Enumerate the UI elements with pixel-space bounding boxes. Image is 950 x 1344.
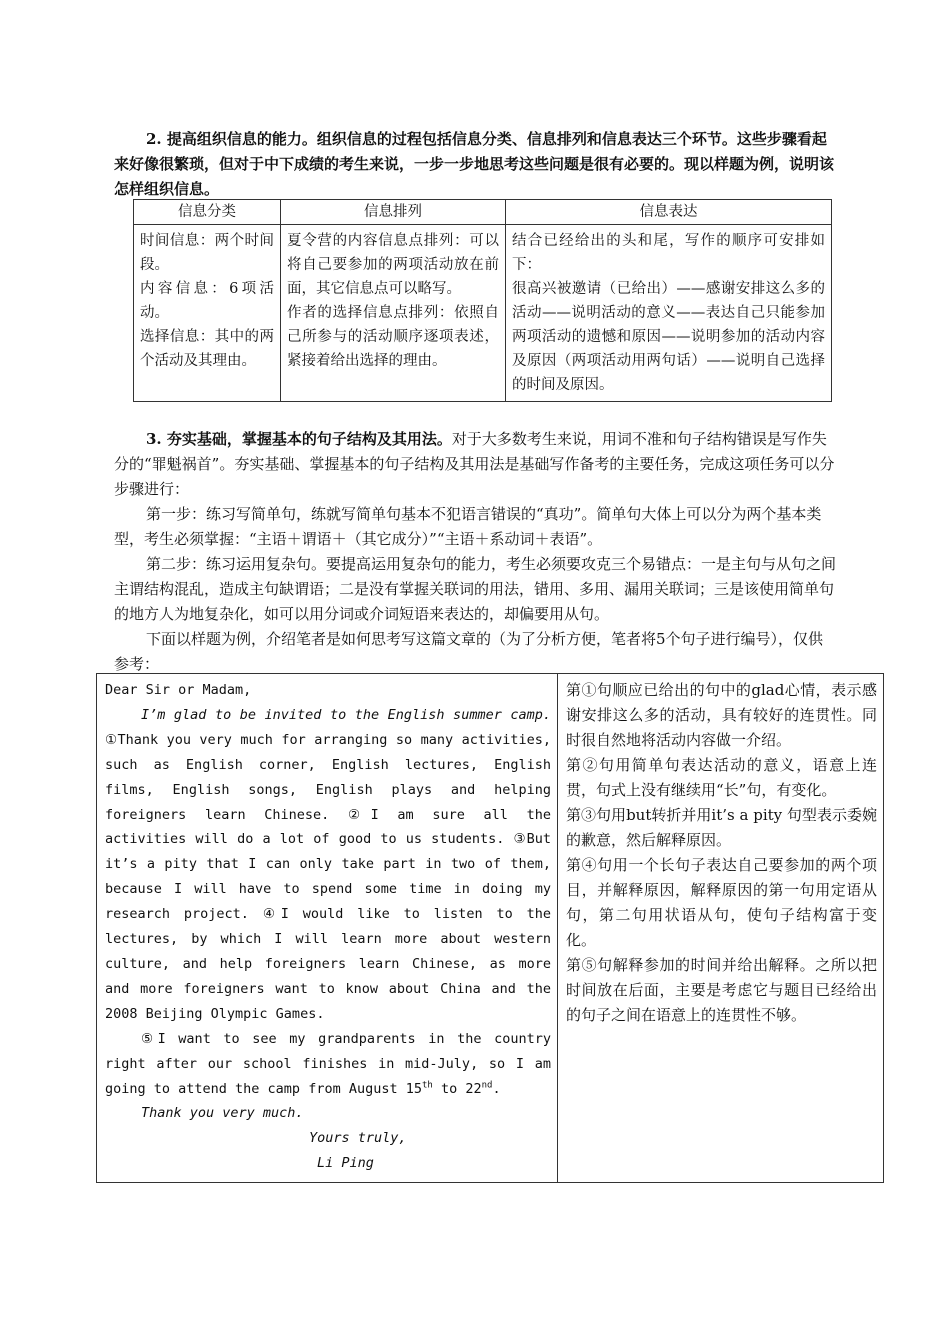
sample-letter-table [96, 673, 884, 1183]
analysis-note-4: 第④句用一个长句子表达自己要参加的两个项目，并解释原因，解释原因的第一句用定语从句，第二句用状语从句，使句子结构富于变化。 [566, 856, 877, 949]
analysis-note-3: 第③句用but转折并用it’s a pity 句型表示委婉的歉意，然后解释原因。 [566, 806, 877, 849]
analysis-note-1: 第①句顺应已给出的句中的glad心情，表示感谢安排这么多的活动，具有较好的连贯性。同时很自然地将活动内容做一介绍。 [566, 681, 877, 749]
section-3-text: 对于大多数考生来说，用词不准和句子结构错误是写作失分的“罪魁祸首”。夯实基础、掌握基本的句子结构及其用法是基础写作备考的主要任务，完成这项任务可以分步骤进行： [114, 430, 835, 498]
classification-cell [134, 225, 281, 402]
content-arrangement: 夏令营的内容信息点排列：可以将自己要参加的两项活动放在前面，其它信息点可以略写。 [287, 233, 499, 297]
letter-paragraph-2-text: . [492, 1080, 501, 1097]
expression-cell [506, 225, 832, 402]
info-organization-table [133, 199, 832, 402]
letter-signature: Li Ping [317, 1155, 374, 1172]
time-info: 时间信息：两个时间段。 [140, 233, 274, 273]
letter-cell [97, 674, 558, 1183]
step-1-paragraph: 第一步：练习写简单句，练就写简单句基本不犯语言错误的“真功”。简单句大体上可以分为两个基本类型，考生必须掌握：“主语＋谓语＋（其它成分）”“主语＋系动词＋表语”。 [114, 505, 822, 548]
step-2-paragraph: 第二步：练习运用复杂句。要提高运用复杂句的能力，考生必须要攻克三个易错点：一是主句与从句之间主谓结构混乱，造成主句缺谓语；二是没有掌握关联词的用法，错用、多用、漏用关联词；三是该使用简单句的地方人为地复杂化，如可以用分词或介词短语来表达的，却偏要用从句。 [114, 555, 837, 623]
col-header-expression: 信息表达 [506, 200, 832, 225]
letter-paragraph-1 [105, 703, 551, 1027]
ordinal-suffix: th [421, 1080, 433, 1090]
table-row [134, 225, 832, 402]
col-header-arrangement: 信息排列 [281, 200, 506, 225]
letter-paragraph-2-text: ⑤I want to see my grandparents in the country right after our school finishes in mid-July, so I am going to attend the camp from August 15 [105, 1030, 551, 1097]
choice-info: 选择信息：其中的两个活动及其理由。 [140, 329, 274, 369]
ordinal-suffix: nd [481, 1080, 493, 1090]
example-intro: 下面以样题为例，介绍笔者是如何思考写这篇文章的（为了分析方便，笔者将5个句子进行编号），仅供参考： [114, 630, 824, 673]
analysis-cell [558, 674, 884, 1183]
section-3-paragraph [114, 427, 836, 502]
letter-paragraph-1-rest: ①Thank you very much for arranging so many activities, such as English corner, English lectures, English films, English songs, English plays and helping foreigners learn Chinese. ②I am sure all the activities will do a lot of good to us students. ③But it’s a pity that I can only take part in two of them, because I will have to spend some time in doing my research project. ④I would like to listen to the lectures, by which I will learn more about western culture, and help foreigners learn Chinese, as more and more foreigners want to know about China and the 2008 Beijing Olympic Games. [105, 731, 551, 1022]
section-3-lead: 3. 夯实基础，掌握基本的句子结构及其用法。 [146, 430, 452, 448]
arrangement-cell [281, 225, 506, 402]
analysis-note-2: 第②句用简单句表达活动的意义，语意上连贯，句式上没有继续用“长”句，有变化。 [566, 756, 877, 799]
col-header-classification: 信息分类 [134, 200, 281, 225]
letter-closing: Yours truly, [309, 1130, 407, 1147]
letter-paragraph-2-text: to 22 [432, 1080, 482, 1097]
table-header-row [134, 200, 832, 225]
choice-arrangement: 作者的选择信息点排列：依照自己所参与的活动顺序逐项表述，紧接着给出选择的理由。 [287, 305, 499, 369]
letter-opening: I’m glad to be invited to the English summer camp. [141, 706, 551, 723]
analysis-note-5: 第⑤句解释参加的时间并给出解释。之所以把时间放在后面，主要是考虑它与题目已经给出的句子之间在语意上的连贯性不够。 [566, 956, 877, 1024]
table-row [97, 674, 884, 1183]
letter-paragraph-2 [105, 1027, 551, 1102]
section-2-heading: 2. 提高组织信息的能力。组织信息的过程包括信息分类、信息排列和信息表达三个环节。这些步骤看起来好像很繁琐，但对于中下成绩的考生来说，一步一步地思考这些问题是很有必要的。现以样题为例，说明该怎样组织信息。 [114, 130, 835, 198]
content-info: 内容信息：6项活动。 [140, 281, 274, 321]
writing-order-steps: 很高兴被邀请（已给出）——感谢安排这么多的活动——说明活动的意义——表达自己只能参加两项活动的遗憾和原因——说明参加的活动内容及原因（两项活动用两句话）——说明自己选择的时间及原因。 [512, 281, 825, 393]
letter-salutation: Dear Sir or Madam, [105, 682, 252, 698]
writing-order-intro: 结合已经给出的头和尾，写作的顺序可安排如下： [512, 233, 825, 273]
letter-thanks: Thank you very much. [141, 1105, 304, 1122]
